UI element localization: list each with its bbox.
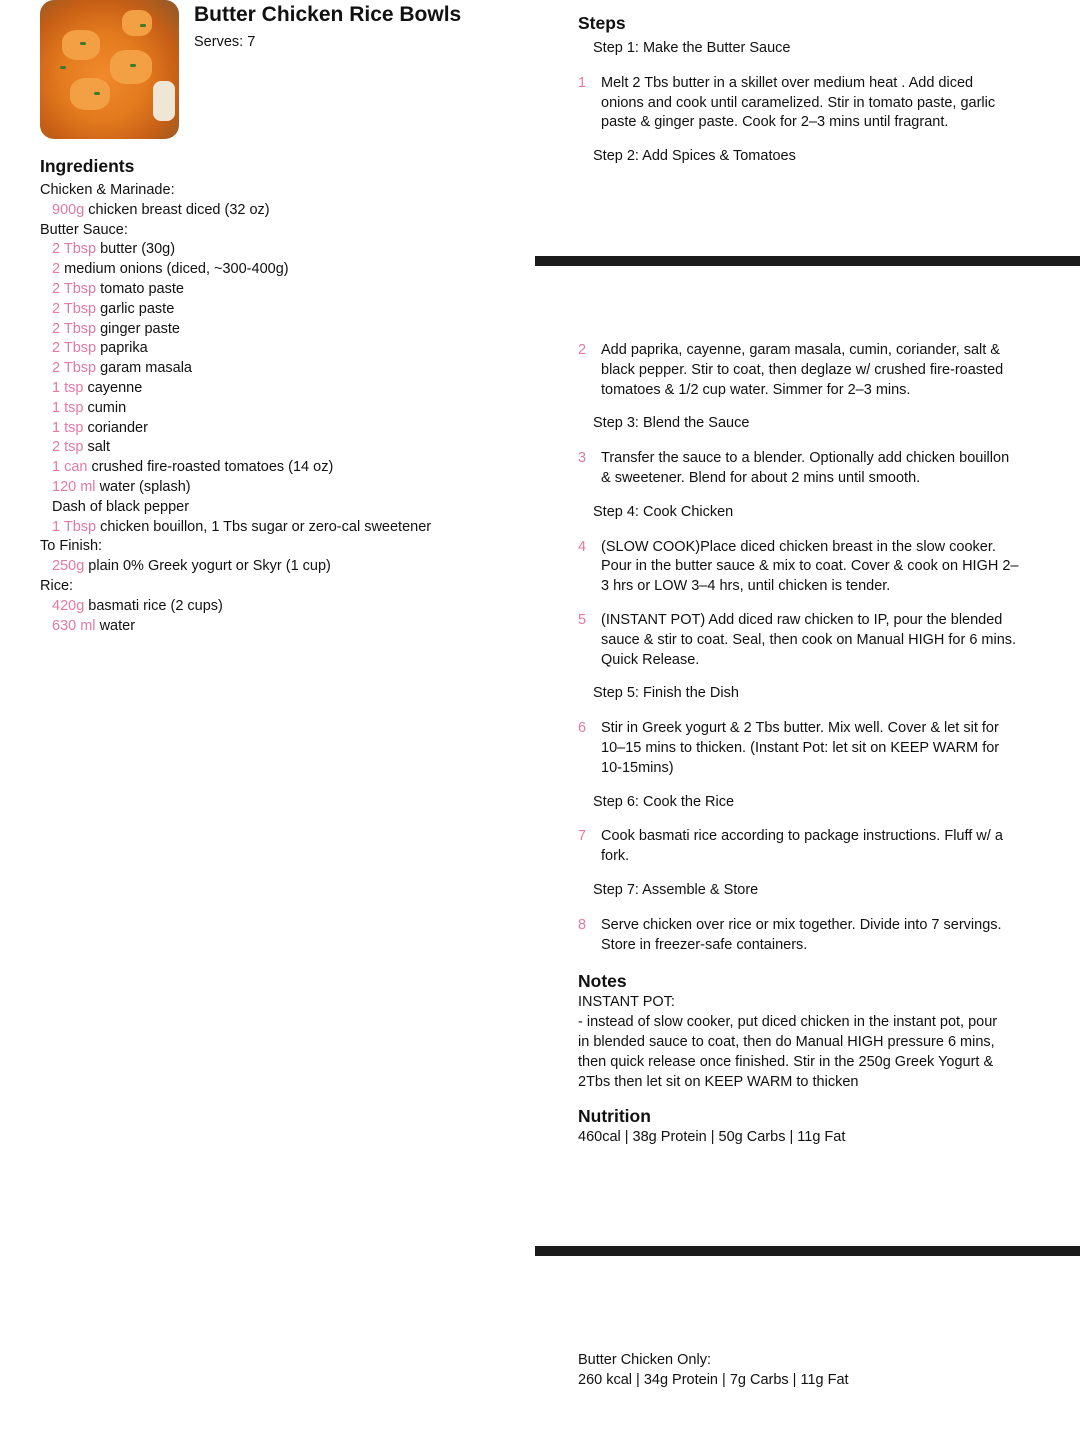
step-number: 8 — [578, 916, 587, 933]
notes-line: then quick release once finished. Stir in the 250g Greek Yogurt & — [578, 1053, 994, 1070]
nutrition-heading: Nutrition — [578, 1106, 651, 1127]
ingredient-qty: 250g — [52, 558, 85, 575]
step-item — [578, 341, 1048, 400]
ingredient-qty: 2 Tbsp — [52, 300, 97, 317]
ingredient-group-title: Butter Sauce: — [40, 221, 128, 238]
ingredient-qty: 1 tsp — [52, 399, 84, 416]
steps-continued — [578, 341, 1048, 1148]
herb-garnish — [60, 66, 66, 69]
step-line: Transfer the sauce to a blender. Optionally add chicken bouillon — [601, 450, 1010, 467]
nutrition-extra — [578, 1351, 1048, 1391]
step-line: Store in freezer-safe containers. — [601, 936, 808, 953]
ingredient-qty: 2 tsp — [52, 439, 84, 456]
ingredient-text: medium onions (diced, ~300-400g) — [64, 261, 289, 278]
ingredient-item — [40, 339, 510, 359]
nutrition-extra-label: Butter Chicken Only: — [578, 1352, 711, 1368]
step-line: tomatoes & 1/2 cup water. Simmer for 2–3 mins. — [601, 381, 911, 398]
chicken-piece — [110, 50, 152, 84]
notes-line: in blended sauce to coat, then do Manual HIGH pressure 6 mins, — [578, 1033, 995, 1050]
step-line: Melt 2 Tbs butter in a skillet over medium heat . Add diced — [601, 74, 974, 91]
ingredient-text: garam masala — [100, 360, 192, 377]
step-item — [578, 916, 1048, 956]
ingredient-qty: 2 Tbsp — [52, 241, 97, 258]
step-line: black pepper. Stir to coat, then deglaze w/ crushed fire-roasted — [601, 361, 1004, 378]
ingredient-qty: 2 Tbsp — [52, 360, 97, 377]
ingredient-text: chicken breast diced (32 oz) — [88, 201, 270, 218]
ingredient-group-title: To Finish: — [40, 538, 103, 555]
page-divider — [535, 1246, 1080, 1256]
ingredient-group-title: Rice: — [40, 577, 74, 594]
ingredient-text: salt — [87, 439, 111, 456]
page-divider — [535, 256, 1080, 266]
step-line: sauce & stir to coat. Seal, then cook on Manual HIGH for 6 mins. — [601, 631, 1017, 648]
step-line: Cook basmati rice according to package instructions. Fluff w/ a — [601, 828, 1003, 845]
ingredient-qty: 630 ml — [52, 617, 96, 634]
step-line: paste & ginger paste. Cook for 2–3 mins until fragrant. — [601, 114, 949, 131]
steps-section — [578, 11, 1048, 167]
step-number: 6 — [578, 720, 587, 737]
step-line: fork. — [601, 848, 630, 865]
ingredient-text: Dash of black pepper — [52, 498, 190, 515]
step-line: 10-15mins) — [601, 759, 674, 776]
ingredient-text: crushed fire-roasted tomatoes (14 oz) — [91, 459, 334, 476]
step-line: (INSTANT POT) Add diced raw chicken to IP, pour the blended — [601, 611, 1003, 628]
ingredient-item — [40, 320, 510, 340]
herb-garnish — [80, 42, 86, 45]
nutrition-extra-value: 260 kcal | 34g Protein | 7g Carbs | 11g Fat — [578, 1371, 849, 1388]
ingredient-text: chicken bouillon, 1 Tbs sugar or zero-cal sweetener — [100, 518, 432, 535]
ingredient-text: cayenne — [87, 379, 143, 396]
step-line: & sweetener. Blend for about 2 mins until smooth. — [601, 469, 921, 486]
ingredient-item — [40, 478, 510, 498]
step-number: 3 — [578, 450, 587, 467]
nutrition-summary: 460cal | 38g Protein | 50g Carbs | 11g Fat — [578, 1129, 846, 1146]
step-number: 4 — [578, 538, 587, 555]
ingredient-item — [40, 597, 510, 617]
step-line: Add paprika, cayenne, garam masala, cumin, coriander, salt & — [601, 342, 1000, 358]
ingredient-item — [40, 458, 510, 478]
ingredients-section — [40, 154, 510, 636]
step-title: Step 3: Blend the Sauce — [593, 415, 750, 432]
step-item — [578, 611, 1048, 670]
ingredient-item — [40, 260, 510, 280]
step-item — [578, 538, 1048, 597]
ingredient-qty: 900g — [52, 201, 85, 218]
ingredient-qty: 2 Tbsp — [52, 340, 97, 357]
step-title: Step 1: Make the Butter Sauce — [593, 40, 791, 56]
notes-line: 2Tbs then let sit on KEEP WARM to thicken — [578, 1073, 859, 1090]
ingredient-qty: 2 — [52, 261, 61, 278]
ingredient-text: coriander — [87, 419, 148, 436]
ingredient-qty: 2 Tbsp — [52, 280, 97, 297]
step-number: 7 — [578, 828, 587, 845]
ingredient-item — [40, 240, 510, 260]
ingredient-item — [40, 419, 510, 439]
serves-value: 7 — [247, 34, 256, 50]
step-item — [578, 449, 1048, 489]
ingredient-qty: 2 Tbsp — [52, 320, 97, 337]
ingredient-text: ginger paste — [100, 320, 180, 337]
ingredient-item — [40, 617, 510, 637]
ingredient-text: water (splash) — [99, 478, 191, 495]
steps-heading: Steps — [578, 13, 626, 33]
ingredient-qty: 1 tsp — [52, 419, 84, 436]
notes-line: - instead of slow cooker, put diced chicken in the instant pot, pour — [578, 1014, 998, 1031]
step-line: onions and cook until caramelized. Stir in tomato paste, garlic — [601, 94, 996, 111]
step-line: Quick Release. — [601, 651, 700, 668]
ingredient-item — [40, 359, 510, 379]
ingredient-text: water — [99, 617, 136, 634]
ingredient-text: garlic paste — [100, 300, 175, 317]
step-number: 1 — [578, 74, 587, 91]
step-line: Pour in the butter sauce & mix to coat. Cover & cook on HIGH 2– — [601, 558, 1019, 575]
herb-garnish — [140, 24, 146, 27]
step-line: Serve chicken over rice or mix together. Divide into 7 servings. — [601, 916, 1002, 933]
ingredient-item — [40, 201, 510, 221]
notes-heading: Notes — [578, 971, 627, 992]
ingredient-text: paprika — [100, 340, 148, 357]
recipe-photo — [40, 0, 179, 139]
ingredients-heading: Ingredients — [40, 156, 135, 176]
chicken-piece — [62, 30, 100, 60]
step-item — [578, 827, 1048, 867]
step-line: 10–15 mins to thicken. (Instant Pot: let sit on KEEP WARM for — [601, 739, 1000, 756]
step-line: (SLOW COOK)Place diced chicken breast in the slow cooker. — [601, 538, 996, 555]
ingredient-text: basmati rice (2 cups) — [88, 597, 223, 614]
rice-shape — [153, 81, 175, 121]
step-number: 5 — [578, 611, 587, 628]
step-title: Step 7: Assemble & Store — [593, 881, 759, 898]
step-number: 2 — [578, 342, 587, 358]
notes-line: INSTANT POT: — [578, 994, 675, 1011]
serves-info — [194, 33, 255, 53]
step-title: Step 5: Finish the Dish — [593, 685, 739, 702]
step-title: Step 6: Cook the Rice — [593, 793, 735, 810]
ingredient-qty: 1 Tbsp — [52, 518, 97, 535]
step-item — [578, 719, 1048, 778]
recipe-title: Butter Chicken Rice Bowls — [194, 3, 462, 26]
ingredient-item — [40, 399, 510, 419]
ingredient-text: butter (30g) — [100, 241, 176, 258]
herb-garnish — [130, 64, 136, 67]
ingredient-item — [40, 379, 510, 399]
step-line: 3 hrs or LOW 3–4 hrs, until chicken is tender. — [601, 578, 891, 595]
ingredient-item — [40, 280, 510, 300]
ingredient-item — [40, 498, 510, 518]
ingredient-qty: 1 tsp — [52, 379, 84, 396]
ingredient-item — [40, 518, 510, 538]
step-title: Step 2: Add Spices & Tomatoes — [593, 148, 796, 165]
ingredient-item — [40, 557, 510, 577]
ingredient-text: cumin — [87, 399, 127, 416]
step-line: Stir in Greek yogurt & 2 Tbs butter. Mix well. Cover & let sit for — [601, 720, 999, 737]
ingredient-item — [40, 300, 510, 320]
step-title: Step 4: Cook Chicken — [593, 503, 734, 520]
ingredient-group-title: Chicken & Marinade: — [40, 182, 175, 198]
ingredient-text: plain 0% Greek yogurt or Skyr (1 cup) — [88, 558, 331, 575]
chicken-piece — [70, 78, 110, 110]
ingredient-text: tomato paste — [100, 280, 184, 297]
step-item — [578, 74, 1048, 133]
ingredient-item — [40, 438, 510, 458]
ingredient-qty: 120 ml — [52, 478, 96, 495]
serves-label: Serves: — [194, 34, 244, 50]
ingredient-qty: 1 can — [52, 459, 88, 476]
ingredient-qty: 420g — [52, 597, 85, 614]
herb-garnish — [94, 92, 100, 95]
chicken-piece — [122, 10, 152, 36]
